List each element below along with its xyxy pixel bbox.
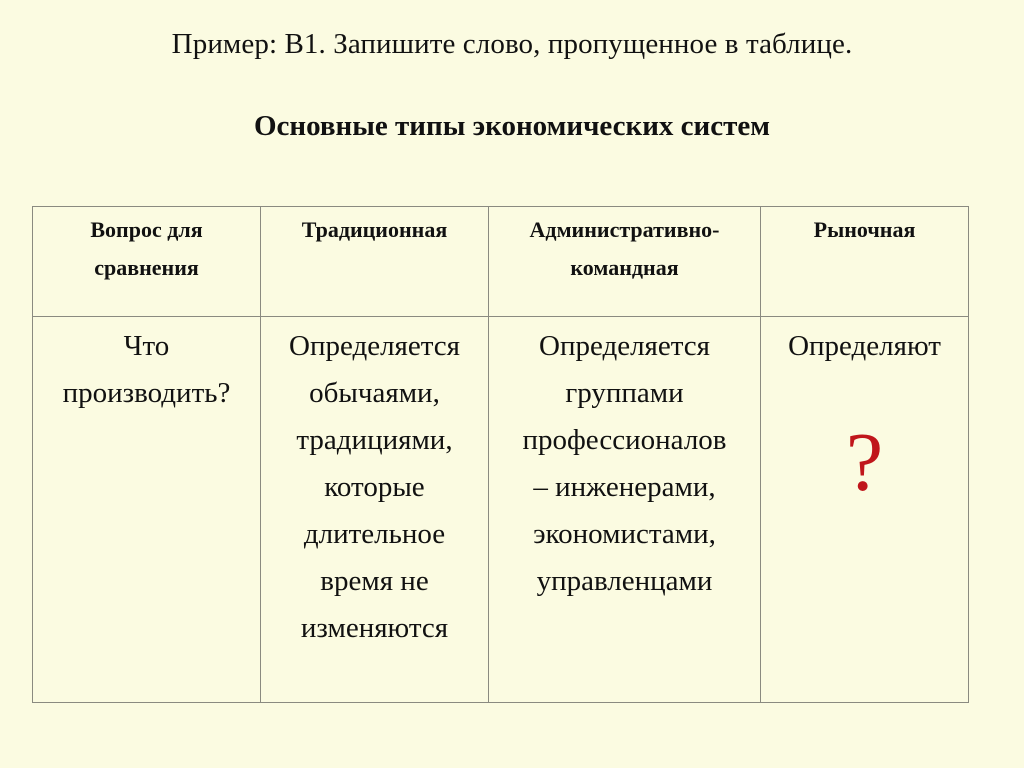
header-line: Рыночная	[813, 217, 916, 242]
cell-line: Определяют	[788, 330, 941, 362]
header-line: сравнения	[94, 255, 199, 280]
header-comparison-question	[33, 207, 261, 317]
missing-answer-question-mark: ?	[845, 416, 884, 509]
cell-line: традициями,	[296, 424, 453, 456]
cell-line: длительное	[303, 518, 446, 550]
cell-line: профессионалов	[522, 424, 727, 456]
header-command	[489, 207, 761, 317]
table-title: Основные типы экономических систем	[253, 110, 771, 142]
cell-line: Определяется	[539, 330, 710, 362]
header-line: Административно-	[529, 217, 720, 242]
cell-question	[33, 317, 261, 703]
cell-line: группами	[565, 377, 684, 409]
task-instruction: Пример: В1. Запишите слово, пропущенное в таблице.	[171, 28, 853, 60]
header-line: командная	[570, 255, 679, 280]
cell-line: Что	[123, 330, 170, 362]
cell-line: экономистами,	[533, 518, 716, 550]
table-row	[33, 317, 969, 703]
header-line: Традиционная	[301, 217, 448, 242]
cell-line: – инженерами,	[533, 471, 716, 503]
cell-line: Определяется	[289, 330, 460, 362]
cell-line: которые	[324, 471, 425, 503]
table-header-row	[33, 207, 969, 317]
cell-line: изменяются	[300, 612, 449, 644]
cell-traditional	[261, 317, 489, 703]
cell-line: управленцами	[536, 565, 713, 597]
cell-command	[489, 317, 761, 703]
header-market	[761, 207, 969, 317]
economic-systems-table	[32, 206, 969, 703]
cell-line: время не	[320, 565, 429, 597]
cell-line: обычаями,	[309, 377, 440, 409]
cell-line: производить?	[62, 377, 231, 409]
header-traditional	[261, 207, 489, 317]
header-line: Вопрос для	[90, 217, 203, 242]
cell-market	[761, 317, 969, 703]
